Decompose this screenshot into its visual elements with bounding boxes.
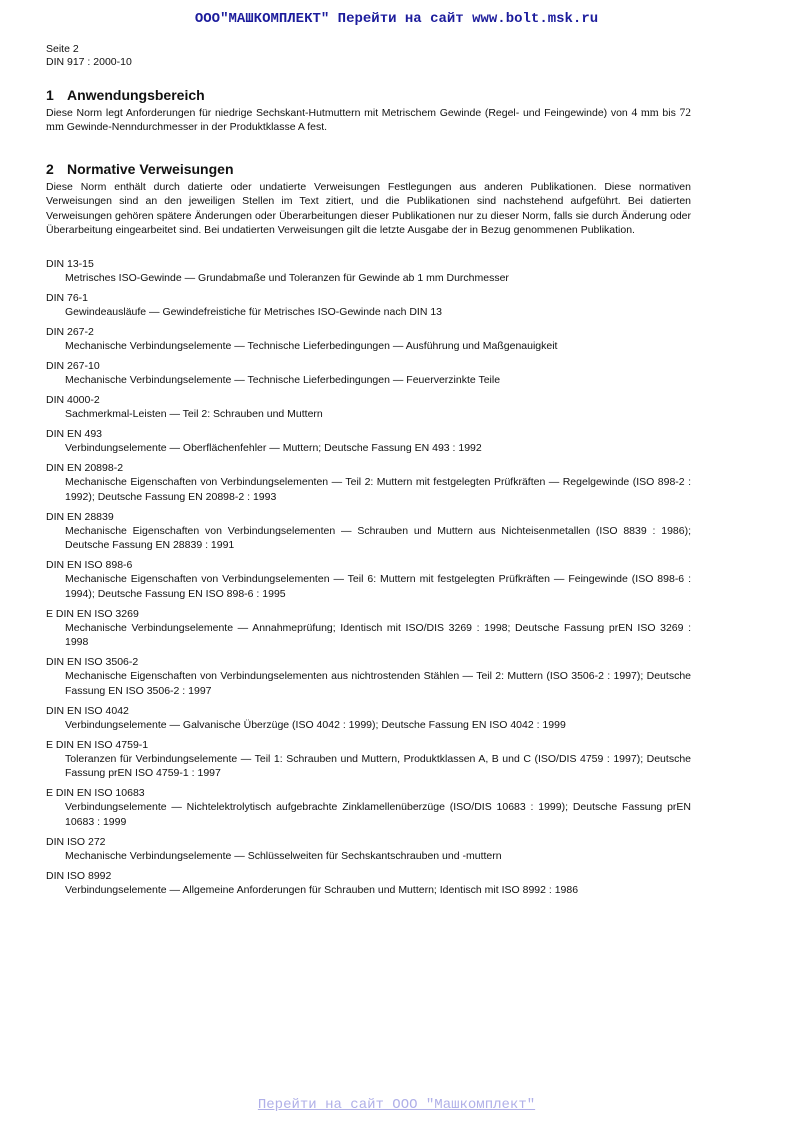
reference-item [46,359,691,393]
reference-title: Mechanische Eigenschaften von Verbindungselementen aus nichtrostenden Stählen — Teil 2: Muttern (ISO 3506-2 : 1997); Deutsche Fassung EN ISO 3506-2 : 1997 [65,670,691,697]
reference-code: DIN EN 28839 [46,510,114,523]
section-1-text-b: bis [658,107,680,119]
reference-item [46,558,691,607]
reference-title: Verbindungselemente — Galvanische Überzüge (ISO 4042 : 1999); Deutsche Fassung EN ISO 4042 : 1999 [65,718,566,731]
reference-title: Mechanische Verbindungselemente — Technische Lieferbedingungen — Feuerverzinkte Teile [65,374,501,387]
min-size: 4 mm [631,107,659,119]
reference-title: Mechanische Eigenschaften von Verbindungselementen — Schrauben und Muttern aus Nichteisenmetallen (ISO 8839 : 1986); Deutsche Fassung EN 28839 : 1991 [65,524,691,552]
section-1-number: 1 [46,87,54,103]
reference-item [46,393,691,427]
reference-item [46,655,691,704]
section-2-text: Diese Norm enthält durch datierte oder undatierte Verweisungen Festlegungen aus anderen Publikationen. Diese normativen Verweisungen sind an den jeweiligen Stellen im Text zitiert, und die Publikationen sind nachstehend aufgeführt. Bei datierten Verweisungen gehören spätere Änderungen oder Überarbeitungen dieser Publikationen nur zu dieser Norm, falls sie durch Änderung oder Überarbeitung eingearbeitet sind. Bei undatierten Verweisungen gilt die letzte Ausgabe der in Bezug genommenen Publikation. [46,181,691,236]
reference-item [46,427,691,461]
section-2-number: 2 [46,161,54,177]
reference-code: DIN EN 20898-2 [46,462,124,474]
reference-title: Mechanische Verbindungselemente — Technische Lieferbedingungen — Ausführung und Maßgenauigkeit [65,340,558,353]
reference-title: Mechanische Verbindungselemente — Schlüsselweiten für Sechskantschrauben und -muttern [65,849,502,862]
reference-title: Mechanische Eigenschaften von Verbindungselementen — Teil 2: Muttern mit festgelegten Prüfkräften — Regelgewinde (ISO 898-2 : 1992); Deutsche Fassung EN 20898-2 : 1993 [65,476,691,503]
reference-title: Verbindungselemente — Oberflächenfehler — Muttern; Deutsche Fassung EN 493 : 1992 [65,442,482,455]
reference-item [46,510,691,559]
reference-code: E DIN EN ISO 3269 [46,607,139,620]
reference-code: DIN ISO 272 [46,835,106,848]
section-1-text-c: Gewinde-Nenndurchmesser in der Produktklasse A fest. [63,121,328,134]
reference-title: Mechanische Eigenschaften von Verbindungselementen — Teil 6: Muttern mit festgelegten Prüfkräften — Feingewinde (ISO 898-6 : 1994); Deutsche Fassung EN ISO 898-6 : 1995 [65,573,691,600]
footer-site-link[interactable]: Перейти на сайт ООО "Машкомплект" [257,1097,536,1113]
reference-item [46,786,691,835]
reference-code: DIN 267-10 [46,360,100,372]
page-number: Seite 2 [46,43,79,55]
reference-code: E DIN EN ISO 10683 [46,787,145,799]
reference-title: Verbindungselemente — Nichtelektrolytisch aufgebrachte Zinklamellenüberzüge (ISO/DIS 10683 : 1999); Deutsche Fassung prEN 10683 : 1999 [65,801,691,828]
section-2-title: Normative Verweisungen [67,161,234,177]
reference-item [46,607,691,656]
reference-title: Gewindeausläufe — Gewindefreistiche für Metrisches ISO-Gewinde nach DIN 13 [65,306,443,319]
reference-item [46,325,691,359]
page-header [46,43,132,69]
max-size: 72 mm [46,107,692,134]
reference-item [46,704,691,738]
section-2-heading [46,161,234,177]
reference-item [46,257,691,291]
reference-code: DIN EN ISO 898-6 [46,559,133,571]
reference-item [46,291,691,325]
reference-code: DIN 4000-2 [46,394,100,406]
reference-title: Mechanische Verbindungselemente — Annahmeprüfung; Identisch mit ISO/DIS 3269 : 1998; Deutsche Fassung prEN ISO 3269 : 1998 [65,621,691,649]
reference-code: E DIN EN ISO 4759-1 [46,738,149,751]
top-banner-link[interactable]: ООО"МАШКОМПЛЕКТ" Перейти на сайт www.bolt.msk.ru [194,11,599,27]
reference-title: Sachmerkmal-Leisten — Teil 2: Schrauben und Muttern [65,408,323,421]
section-1-heading [46,87,205,103]
reference-code: DIN 76-1 [46,292,89,304]
reference-code: DIN EN 493 [46,428,103,440]
reference-code: DIN 13-15 [46,258,94,270]
section-1-text [46,106,691,135]
reference-list [46,257,691,903]
reference-title: Verbindungselemente — Allgemeine Anforderungen für Schrauben und Muttern; Identisch mit ISO 8992 : 1986 [65,883,579,896]
reference-item [46,869,691,903]
reference-code: DIN EN ISO 3506-2 [46,656,139,668]
reference-title: Metrisches ISO-Gewinde — Grundabmaße und Toleranzen für Gewinde ab 1 mm Durchmesser [65,272,509,285]
document-id: DIN 917 : 2000-10 [46,56,132,68]
reference-item [46,461,691,510]
reference-code: DIN 267-2 [46,326,94,338]
reference-code: DIN ISO 8992 [46,869,112,882]
reference-code: DIN EN ISO 4042 [46,704,129,717]
section-1-text-a: Diese Norm legt Anforderungen für niedrige Sechskant-Hutmuttern mit Metrischem Gewinde (Regel- und Feingewinde) von [46,107,632,119]
section-1-title: Anwendungsbereich [67,87,205,103]
reference-title: Toleranzen für Verbindungselemente — Teil 1: Schrauben und Muttern, Produktklassen A, B und C (ISO/DIS 4759 : 1997); Deutsche Fassung prEN ISO 4759-1 : 1997 [65,752,691,780]
reference-item [46,835,691,869]
reference-item [46,738,691,787]
